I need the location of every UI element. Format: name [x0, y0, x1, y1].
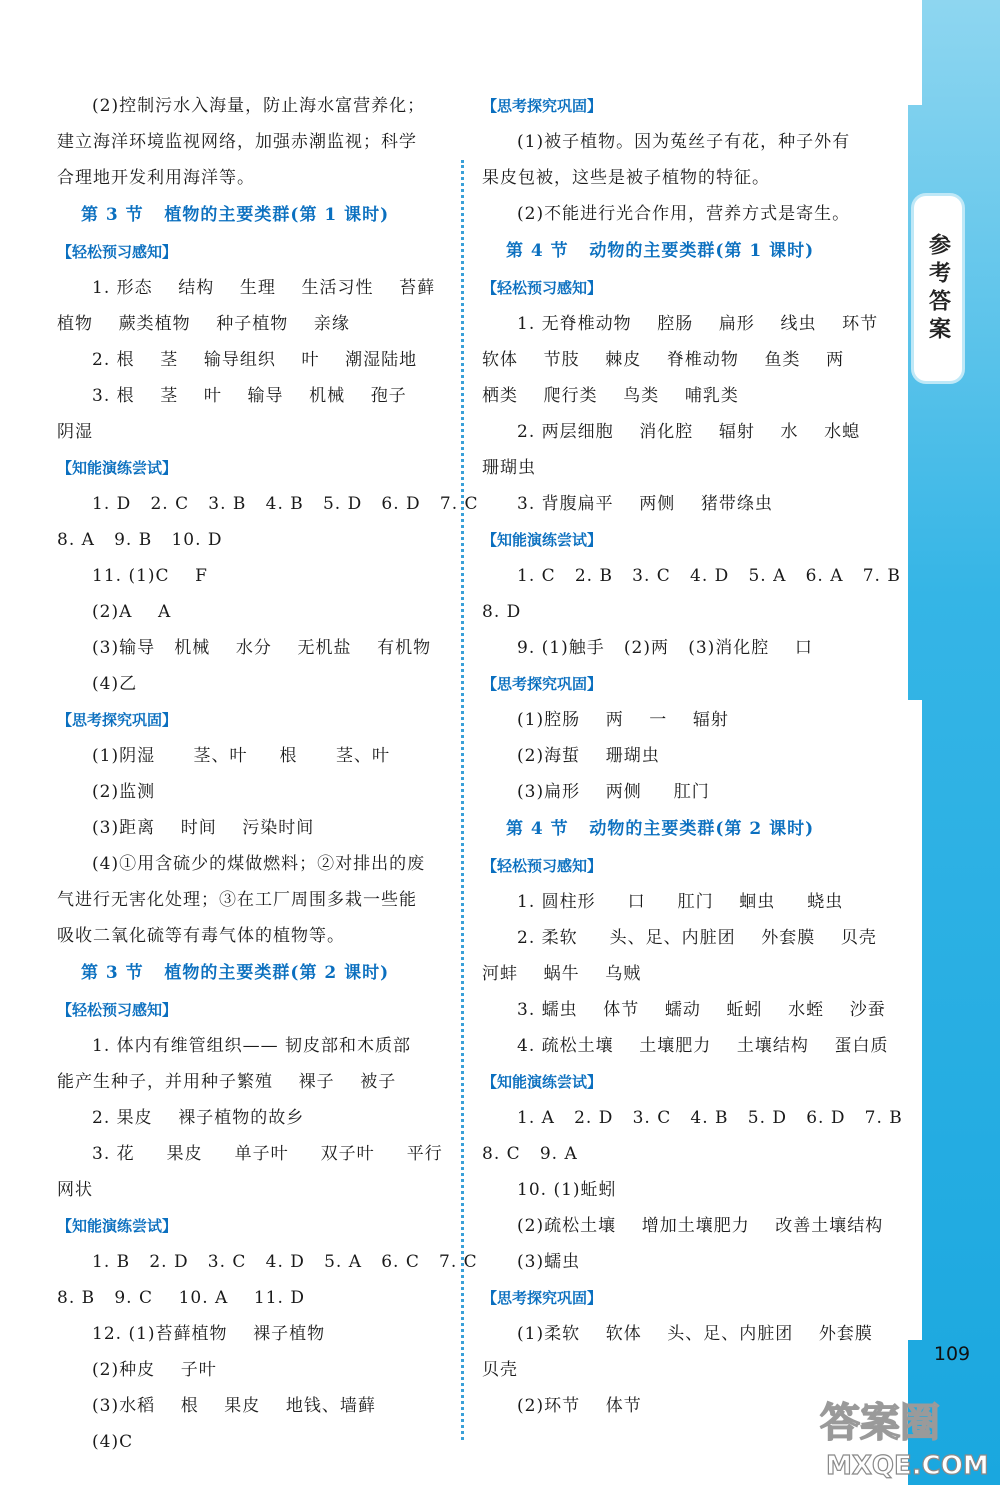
answer-line: (3)水稻 根 果皮 地钱、墙藓: [92, 1396, 376, 1416]
answer-line: 3. 根 茎 叶 输导 机械 孢子: [92, 386, 407, 406]
answer-line: 软体 节肢 棘皮 脊椎动物 鱼类 两: [482, 350, 845, 370]
answer-line: 1. D 2. C 3. B 4. B 5. D 6. D 7. C: [92, 494, 479, 514]
answer-line: 2. 果皮 裸子植物的故乡: [92, 1108, 305, 1128]
answer-line: 果皮包被，这些是被子植物的特征。: [482, 168, 770, 188]
answer-line: (2)控制污水入海量，防止海水富营养化；: [92, 96, 426, 116]
answer-line: 网状: [57, 1180, 93, 1200]
exercise-label: 【思考探究巩固】: [482, 1289, 603, 1307]
answer-line: 2. 根 茎 输导组织 叶 潮湿陆地: [92, 350, 418, 370]
answer-line: 河蚌 蜗牛 乌贼: [482, 964, 642, 984]
answer-line: 10. (1)蚯蚓: [517, 1180, 617, 1200]
answer-line: (2)疏松土壤 增加土壤肥力 改善土壤结构: [517, 1216, 884, 1236]
answer-line: 3. 花 果皮 单子叶 双子叶 平行: [92, 1144, 443, 1164]
answer-line: 贝壳: [482, 1360, 518, 1380]
answer-line: 1. 无脊椎动物 腔肠 扁形 线虫 环节: [517, 314, 879, 334]
answer-line: 阴湿: [57, 422, 93, 442]
answer-line: 8. C 9. A: [482, 1144, 578, 1164]
watermark-text-bottom: MXQE.COM: [826, 1451, 989, 1481]
strip-notch-top: [908, 0, 922, 105]
answer-line: (2)环节 体节: [517, 1396, 642, 1416]
exercise-label: 【轻松预习感知】: [57, 243, 178, 261]
answer-line: 吸收二氧化硫等有毒气体的植物等。: [57, 926, 345, 946]
section-heading: 第 4 节 动物的主要类群(第 1 课时): [506, 241, 815, 261]
answer-line: (4)C: [92, 1432, 134, 1452]
answer-key-tab-label: 参考答案: [925, 232, 951, 345]
answer-line: 合理地开发利用海洋等。: [57, 168, 255, 188]
answer-line: 植物 蕨类植物 种子植物 亲缘: [57, 314, 350, 334]
answer-line: (2)种皮 子叶: [92, 1360, 217, 1380]
answer-line: (2)不能进行光合作用，营养方式是寄生。: [517, 204, 851, 224]
answer-line: (2)监测: [92, 782, 156, 802]
left-column: [57, 88, 479, 1460]
answer-line: (3)输导 机械 水分 无机盐 有机物: [92, 638, 432, 658]
answer-line: (1)柔软 软体 头、足、内脏团 外套膜: [517, 1324, 873, 1344]
exercise-label: 【知能演练尝试】: [57, 1217, 178, 1235]
answer-line: (3)扁形 两侧 肛门: [517, 782, 710, 802]
answer-line: 1. B 2. D 3. C 4. D 5. A 6. C 7. C: [92, 1252, 478, 1272]
answer-line: 气进行无害化处理；③在工厂周围多栽一些能: [57, 890, 417, 910]
answer-line: (2)A A: [92, 602, 172, 622]
exercise-label: 【知能演练尝试】: [57, 459, 178, 477]
answer-line: (1)腔肠 两 一 辐射: [517, 710, 729, 730]
exercise-label: 【知能演练尝试】: [482, 531, 603, 549]
watermark-text-top: 答案圈: [820, 1400, 940, 1446]
section-heading: 第 4 节 动物的主要类群(第 2 课时): [506, 819, 815, 839]
answer-line: (3)距离 时间 污染时间: [92, 818, 315, 838]
section-heading: 第 3 节 植物的主要类群(第 2 课时): [81, 963, 390, 983]
answer-line: (2)海蜇 珊瑚虫: [517, 746, 660, 766]
answer-line: 12. (1)苔藓植物 裸子植物: [92, 1324, 326, 1344]
answer-line: (1)被子植物。因为菟丝子有花，种子外有: [517, 132, 851, 152]
answer-line: 4. 疏松土壤 土壤肥力 土壤结构 蛋白质: [517, 1036, 889, 1056]
answer-line: 8. B 9. C 10. A 11. D: [57, 1288, 305, 1308]
exercise-label: 【思考探究巩固】: [57, 711, 178, 729]
answer-line: 3. 蠕虫 体节 蠕动 蚯蚓 水蛭 沙蚕: [517, 1000, 886, 1020]
answer-line: 3. 背腹扁平 两侧 猪带绦虫: [517, 494, 773, 514]
answer-line: 8. A 9. B 10. D: [57, 530, 223, 550]
exercise-label: 【知能演练尝试】: [482, 1073, 603, 1091]
answer-line: 9. (1)触手 (2)两 (3)消化腔 口: [517, 638, 813, 658]
answer-line: 2. 柔软 头、足、内脏团 外套膜 贝壳: [517, 928, 877, 948]
answer-line: 1. 体内有维管组织—— 韧皮部和木质部: [92, 1036, 412, 1056]
exercise-label: 【思考探究巩固】: [482, 97, 603, 115]
section-heading: 第 3 节 植物的主要类群(第 1 课时): [81, 205, 390, 225]
strip-notch-bottom: [908, 700, 922, 1340]
answer-line: 珊瑚虫: [482, 458, 536, 478]
watermark-logo: [812, 1388, 997, 1483]
answer-line: 1. A 2. D 3. C 4. B 5. D 6. D 7. B: [517, 1108, 903, 1128]
answer-line: (4)①用含硫少的煤做燃料；②对排出的废: [92, 854, 426, 874]
answer-key-tab: [914, 196, 962, 381]
answer-line: 建立海洋环境监视网络，加强赤潮监视；科学: [57, 132, 417, 152]
exercise-label: 【轻松预习感知】: [482, 857, 603, 875]
right-column: [482, 88, 903, 1424]
answer-line: (4)乙: [92, 674, 138, 694]
answer-line: 1. 形态 结构 生理 生活习性 苔藓: [92, 278, 436, 298]
exercise-label: 【轻松预习感知】: [482, 279, 603, 297]
answer-line: 栖类 爬行类 鸟类 哺乳类: [482, 386, 739, 406]
answer-line: 8. D: [482, 602, 522, 622]
exercise-label: 【轻松预习感知】: [57, 1001, 178, 1019]
answer-line: (1)阴湿 茎、叶 根 茎、叶: [92, 746, 390, 766]
answer-line: (3)蠕虫: [517, 1252, 581, 1272]
answer-line: 1. C 2. B 3. C 4. D 5. A 6. A 7. B: [517, 566, 901, 586]
exercise-label: 【思考探究巩固】: [482, 675, 603, 693]
answer-line: 能产生种子，并用种子繁殖 裸子 被子: [57, 1072, 397, 1092]
answer-line: 11. (1)C F: [92, 566, 208, 586]
answer-line: 2. 两层细胞 消化腔 辐射 水 水螅: [517, 422, 861, 442]
answer-line: 1. 圆柱形 口 肛门 蛔虫 蛲虫: [517, 892, 844, 912]
page-number: 109: [933, 1343, 971, 1365]
